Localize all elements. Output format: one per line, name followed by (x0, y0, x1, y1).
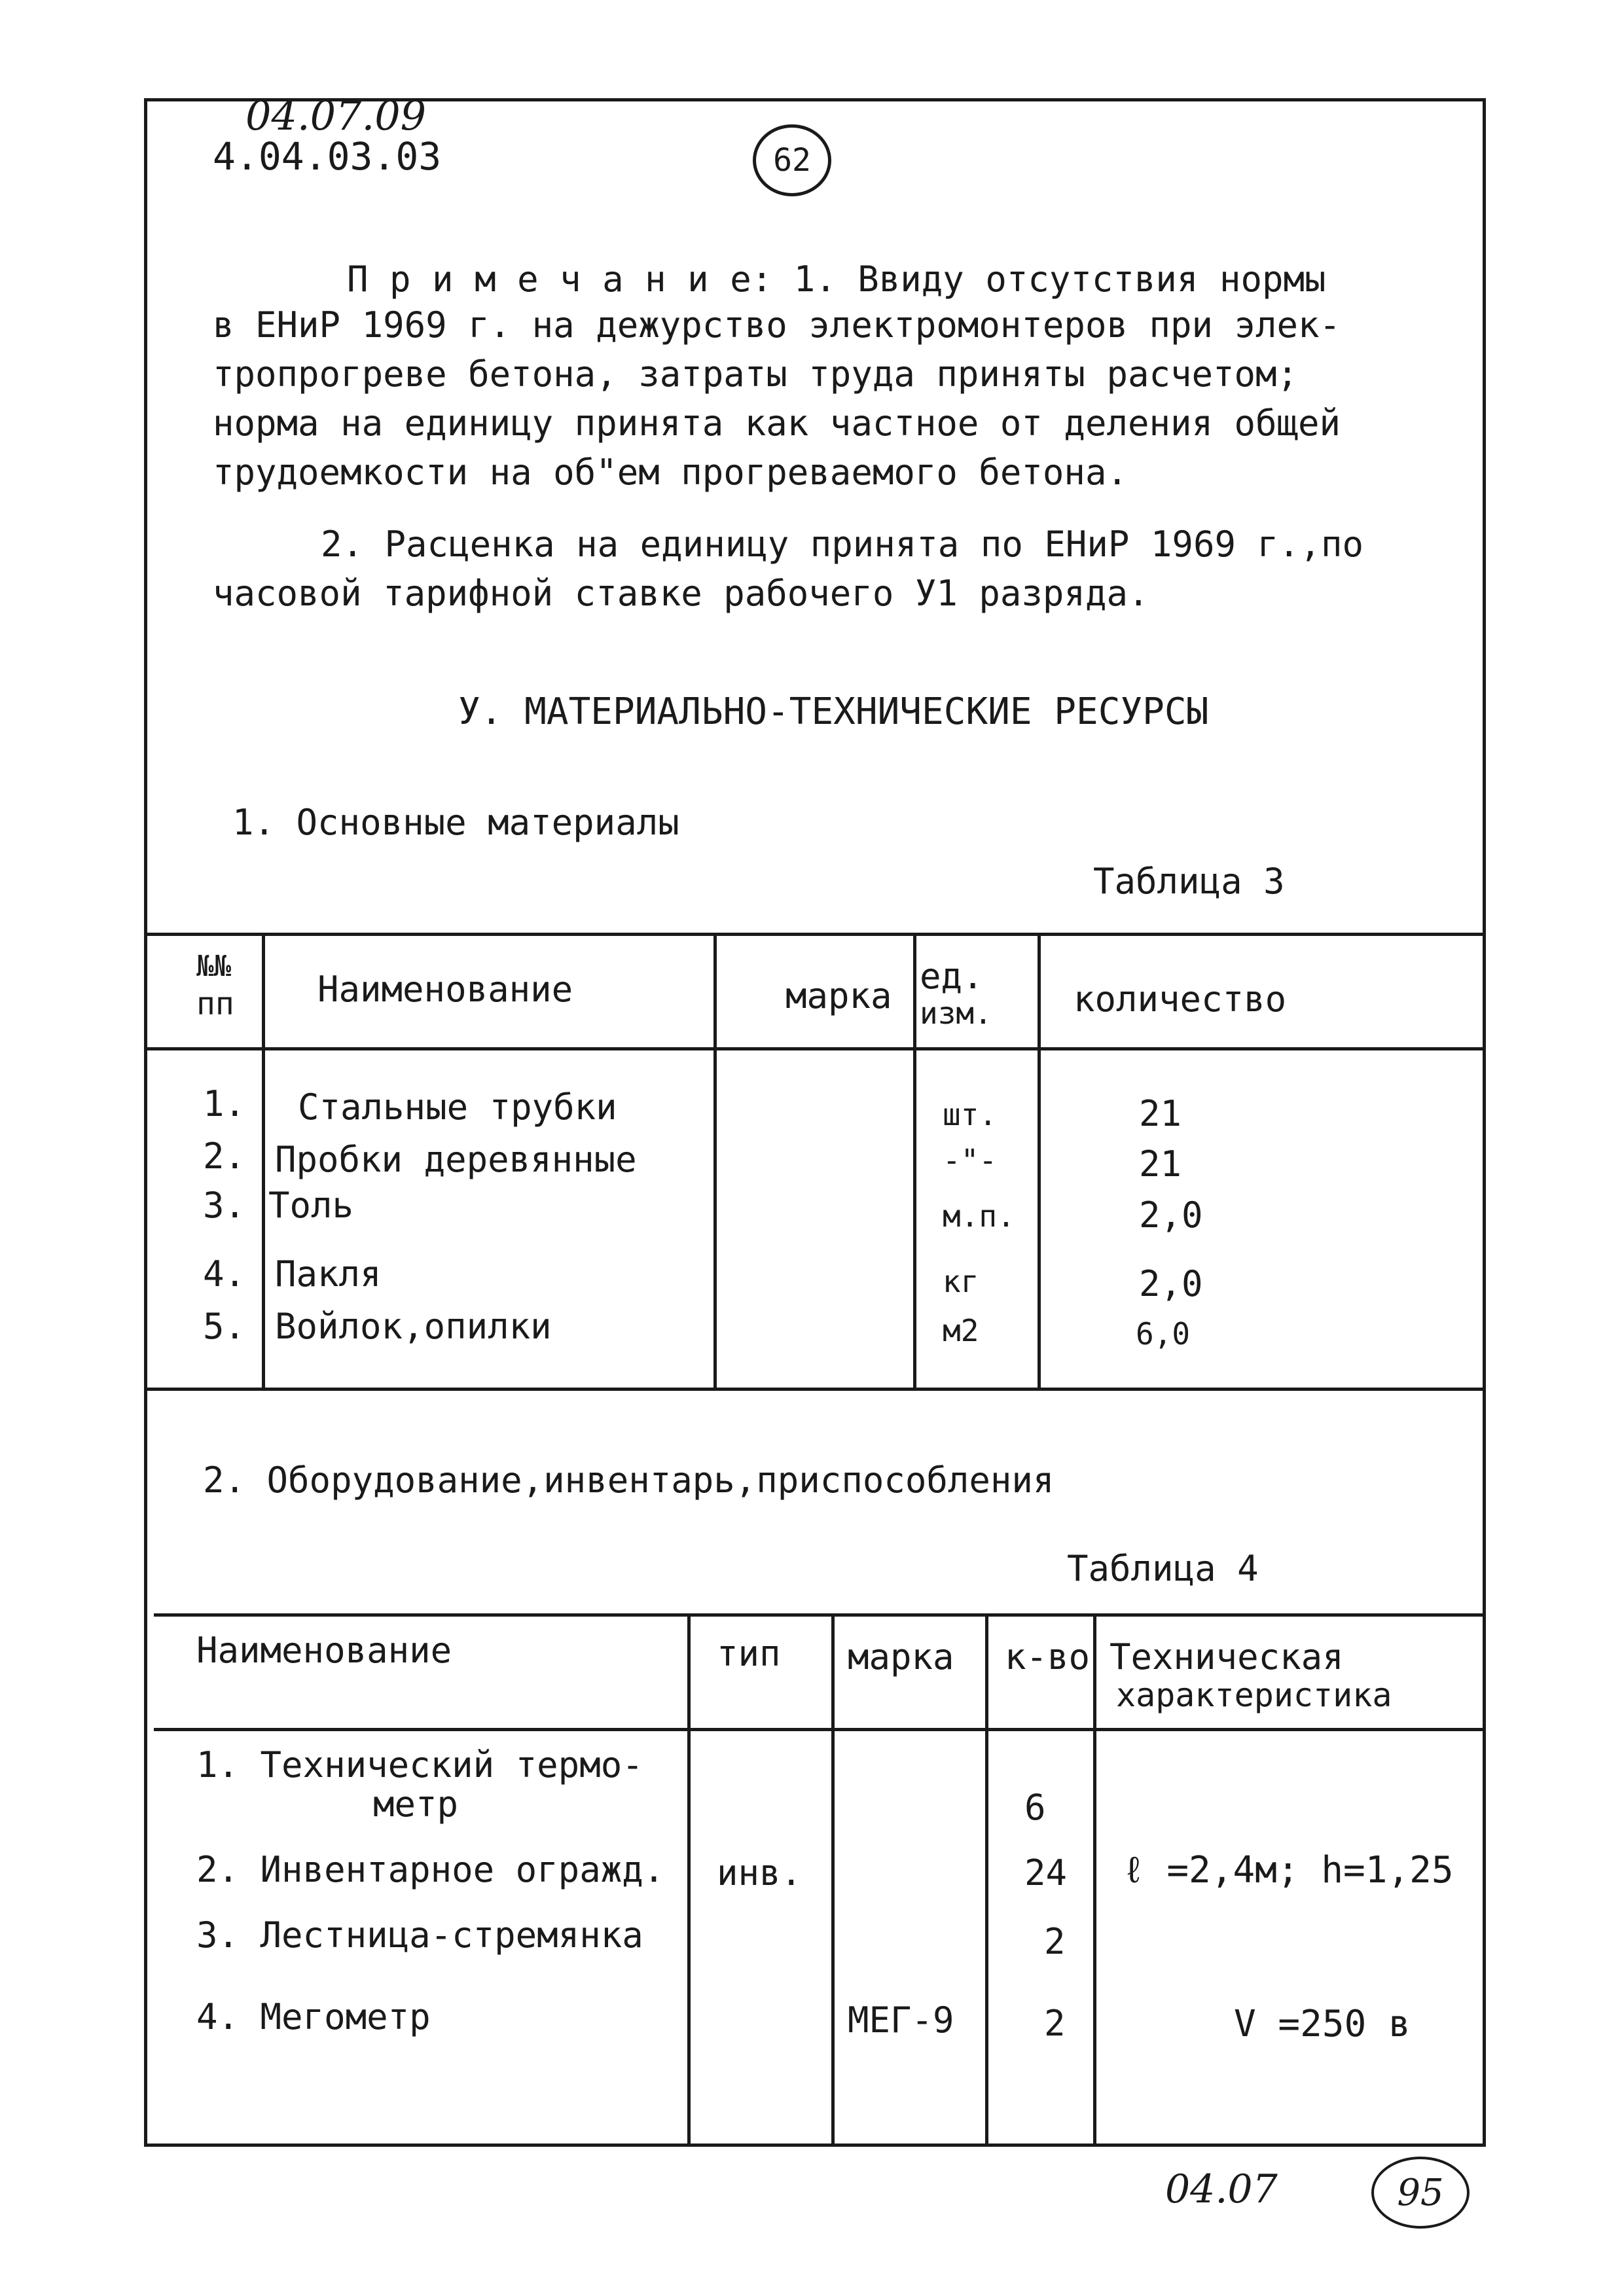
row-number: 1. (203, 1083, 246, 1124)
table3-header-qty: количество (1074, 978, 1287, 1020)
subsection-materials: 1. Основные материалы (232, 802, 679, 843)
row-qty: 21 (1139, 1143, 1182, 1185)
table4-header-mark: марка (848, 1636, 954, 1677)
section-title: У. МАТЕРИАЛЬНО-ТЕХНИЧЕСКИЕ РЕСУРСЫ (458, 691, 1209, 733)
subsection-equipment: 2. Оборудование,инвентарь,приспособления (203, 1460, 1055, 1501)
row-count: 2 (1044, 2003, 1066, 2044)
row-tech: ℓ =2,4м; h=1,25 (1123, 1849, 1454, 1892)
row-type: инв. (717, 1852, 803, 1893)
row-name: Войлок,опилки (275, 1306, 552, 1347)
row-qty: 21 (1139, 1093, 1182, 1134)
row-number: 4. (203, 1253, 246, 1295)
page-number: 62 (773, 142, 811, 179)
row-unit: м2 (943, 1313, 979, 1348)
row-unit: кг (943, 1264, 979, 1299)
table4-header-count: к-во (1005, 1636, 1091, 1677)
note-line-5: трудоемкости на об"ем прогреваемого бетона. (213, 452, 1128, 493)
table3-caption: Таблица 3 (1093, 861, 1285, 902)
row-number: 5. (203, 1306, 246, 1347)
note2-line-2: часовой тарифной ставке рабочего У1 разряда. (213, 573, 1149, 614)
table3-header-unit: ед. (920, 956, 984, 997)
row-name: 4. Мегометр (196, 1996, 431, 2037)
row-unit: шт. (943, 1097, 998, 1132)
handwritten-date: 04.07.09 (245, 92, 427, 139)
table4-caption: Таблица 4 (1067, 1548, 1259, 1589)
row-count: 6 (1024, 1787, 1046, 1828)
row-count: 2 (1044, 1921, 1066, 1962)
note-line-3: тропрогреве бетона, затраты труда приняты расчетом; (213, 353, 1299, 395)
row-name-continued: метр (373, 1784, 459, 1825)
table3-header-name: Наименование (317, 969, 573, 1010)
note-line-4: норма на единицу принята как частное от деления общей (213, 403, 1341, 444)
row-name: 3. Лестница-стремянка (196, 1914, 643, 1956)
table4-header-tech-2: характеристика (1116, 1676, 1392, 1714)
table4-header-type: тип (717, 1633, 781, 1674)
document-number: 4.04.03.03 (213, 134, 442, 179)
row-mark: МЕГ-9 (848, 2000, 954, 2041)
row-name: Пробки деревянные (275, 1139, 637, 1180)
table4-header-name: Наименование (196, 1630, 452, 1671)
row-name: 2. Инвентарное огражд. (196, 1849, 665, 1890)
row-count: 24 (1024, 1852, 1068, 1893)
row-tech: V =250 в (1234, 2003, 1411, 2045)
note2-line-1: 2. Расценка на единицу принята по ЕНиР 1969 г.,по (321, 524, 1364, 565)
row-qty: 2,0 (1139, 1263, 1203, 1304)
table3-header-mark: марка (785, 975, 892, 1016)
footer-handwritten-date: 04.07 (1165, 2166, 1278, 2212)
table3-header-num: №№ (196, 950, 231, 983)
row-qty: 6,0 (1136, 1316, 1191, 1352)
row-number: 3. (203, 1185, 246, 1226)
row-name: 1. Технический термо- (196, 1744, 643, 1785)
row-name: Толь (268, 1185, 354, 1226)
table4-header-tech: Техническая (1110, 1636, 1344, 1677)
row-name: Стальные трубки (298, 1086, 617, 1128)
row-unit: -"- (943, 1143, 998, 1178)
table3-header-unit-2: изм. (920, 996, 992, 1031)
row-name: Пакля (275, 1253, 382, 1295)
footer-circled-number: 95 (1397, 2171, 1444, 2214)
footer-stamp (1371, 2157, 1470, 2229)
row-unit: м.п. (943, 1198, 1015, 1234)
row-qty: 2,0 (1139, 1194, 1203, 1236)
table3-header-num-2: пп (196, 986, 234, 1022)
note-line-1: П р и м е ч а н и е: 1. Ввиду отсутствия нормы (347, 259, 1326, 300)
row-number: 2. (203, 1136, 246, 1177)
note-line-2: в ЕНиР 1969 г. на дежурство электромонтеров при элек- (213, 304, 1341, 346)
